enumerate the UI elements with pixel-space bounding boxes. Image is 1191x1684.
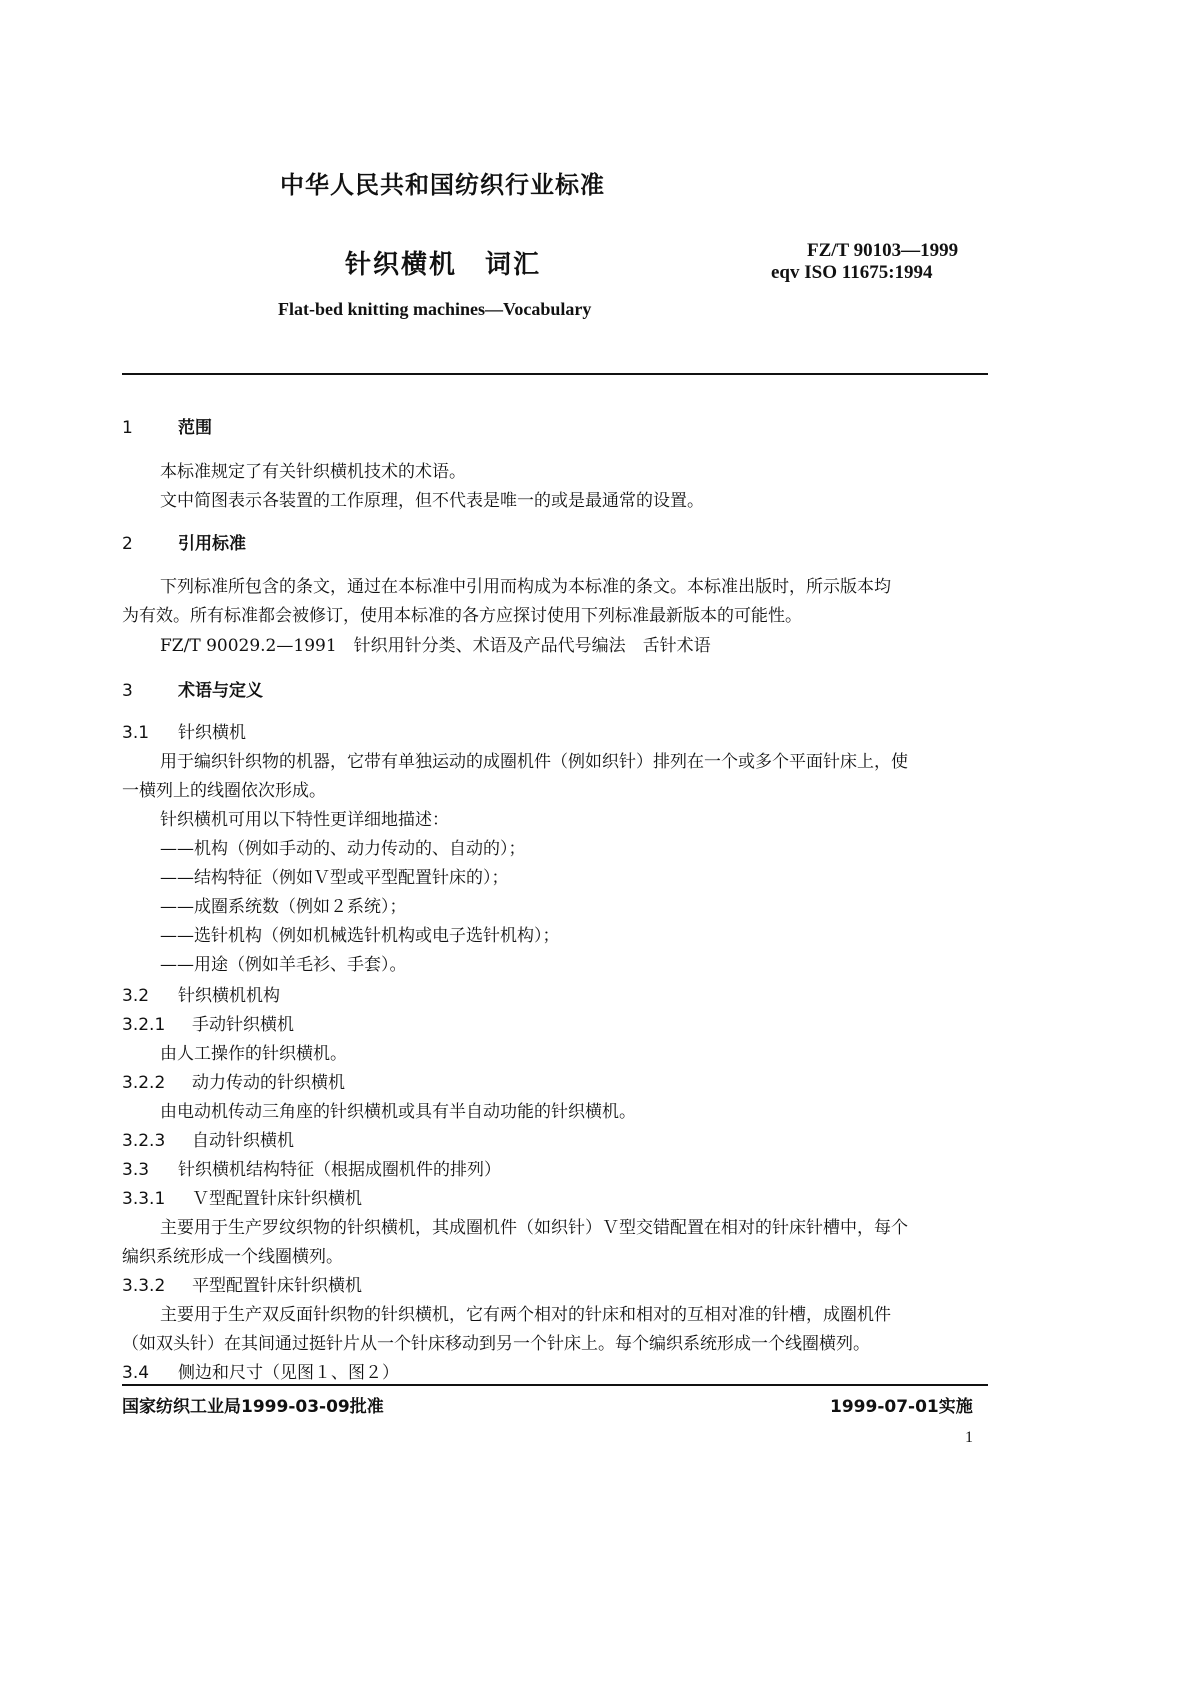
section-number: 1	[122, 418, 133, 438]
paragraph: 由电动机传动三角座的针织横机或具有半自动功能的针织横机。	[160, 1102, 636, 1122]
paragraph: 主要用于生产罗纹织物的针织横机，其成圈机件（如织针）Ｖ型交错配置在相对的针床针槽中，每个	[160, 1218, 908, 1238]
term-3-3-2-heading	[122, 1271, 362, 1296]
standard-code: FZ/T 90103—1999	[807, 240, 959, 261]
paragraph: 本标准规定了有关针织横机技术的术语。	[160, 462, 466, 482]
term-number: 3.2.3	[122, 1131, 166, 1151]
paragraph: 为有效。所有标准都会被修订，使用本标准的各方应探讨使用下列标准最新版本的可能性。	[122, 606, 802, 626]
list-item: ——选针机构（例如机械选针机构或电子选针机构）；	[160, 926, 560, 946]
paragraph: 用于编织针织物的机器，它带有单独运动的成圈机件（例如织针）排列在一个或多个平面针床上，使	[160, 752, 908, 772]
paragraph: 主要用于生产双反面针织物的针织横机，它有两个相对的针床和相对的互相对准的针槽，成圈机件	[160, 1305, 891, 1325]
section-title: 引用标准	[178, 534, 246, 554]
reference-item: FZ/T 90029.2—1991 针织用针分类、术语及产品代号编法 舌针术语	[160, 636, 711, 656]
paragraph: 编织系统形成一个线圈横列。	[122, 1247, 343, 1267]
section-1-heading	[122, 413, 212, 438]
term-3-2-heading	[122, 981, 280, 1006]
paragraph: 文中简图表示各装置的工作原理，但不代表是唯一的或是最通常的设置。	[160, 491, 704, 511]
term-title: 针织横机结构特征（根据成圈机件的排列）	[178, 1160, 501, 1180]
term-number: 3.3.1	[122, 1189, 166, 1209]
document-title-en: Flat-bed knitting machines—Vocabulary	[278, 299, 592, 319]
term-3-2-1-heading	[122, 1010, 294, 1035]
paragraph: 一横列上的线圈依次形成。	[122, 781, 326, 801]
section-number: 2	[122, 534, 133, 554]
effective-date: 1999-07-01实施	[830, 1397, 973, 1417]
term-title: 自动针织横机	[192, 1131, 294, 1151]
term-3-4-heading	[122, 1358, 399, 1383]
section-3-heading	[122, 676, 263, 701]
section-number: 3	[122, 681, 133, 701]
approval-date: 国家纺织工业局1999-03-09批准	[122, 1397, 384, 1417]
footer-divider	[122, 1384, 988, 1386]
term-title: 侧边和尺寸（见图１、图２）	[178, 1363, 399, 1383]
term-title: 针织横机	[178, 723, 246, 743]
term-title: Ｖ型配置针床针织横机	[192, 1189, 362, 1209]
list-item: ——机构（例如手动的、动力传动的、自动的）；	[160, 839, 526, 859]
term-number: 3.3.2	[122, 1276, 166, 1296]
section-2-heading	[122, 529, 246, 554]
term-3-3-1-heading	[122, 1184, 362, 1209]
term-3-2-3-heading	[122, 1126, 294, 1151]
paragraph: 由人工操作的针织横机。	[160, 1044, 347, 1064]
term-number: 3.2.1	[122, 1015, 166, 1035]
list-item: ——用途（例如羊毛衫、手套）。	[160, 955, 407, 975]
paragraph: 针织横机可用以下特性更详细地描述：	[160, 810, 449, 830]
list-item: ——成圈系统数（例如２系统）；	[160, 897, 407, 917]
section-title: 范围	[178, 418, 212, 438]
term-number: 3.1	[122, 723, 150, 743]
term-title: 平型配置针床针织横机	[192, 1276, 362, 1296]
list-item: ——结构特征（例如Ｖ型或平型配置针床的）；	[160, 868, 509, 888]
page-number: 1	[965, 1429, 973, 1446]
header-divider	[122, 373, 988, 375]
term-3-1-heading	[122, 718, 246, 743]
term-title: 针织横机机构	[178, 986, 280, 1006]
equivalent-standard: eqv ISO 11675:1994	[771, 262, 933, 283]
term-number: 3.2.2	[122, 1073, 166, 1093]
term-number: 3.4	[122, 1363, 150, 1383]
term-number: 3.3	[122, 1160, 150, 1180]
paragraph: （如双头针）在其间通过挺针片从一个针床移动到另一个针床上。每个编织系统形成一个线圈横列。	[122, 1334, 870, 1354]
term-3-3-heading	[122, 1155, 501, 1180]
document-title-cn: 针织横机 词汇	[345, 250, 542, 280]
term-title: 动力传动的针织横机	[192, 1073, 345, 1093]
section-title: 术语与定义	[178, 681, 263, 701]
paragraph: 下列标准所包含的条文，通过在本标准中引用而构成为本标准的条文。本标准出版时，所示版本均	[160, 577, 891, 597]
term-title: 手动针织横机	[192, 1015, 294, 1035]
term-3-2-2-heading	[122, 1068, 345, 1093]
organization-title: 中华人民共和国纺织行业标准	[280, 171, 605, 199]
term-number: 3.2	[122, 986, 150, 1006]
